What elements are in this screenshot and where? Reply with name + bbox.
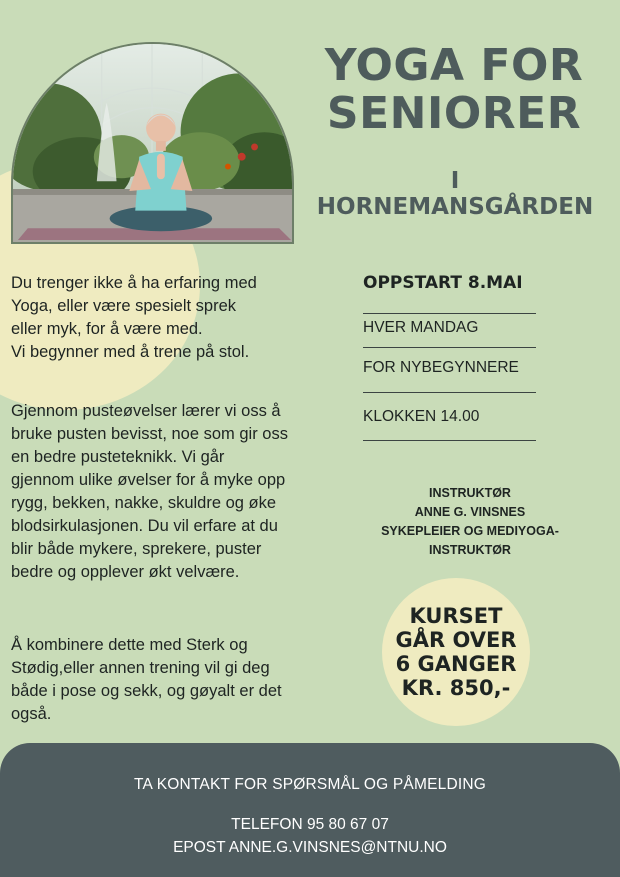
price-line: KURSET: [409, 604, 503, 628]
paragraph-line: bruke pusten bevisst, noe som gir oss: [11, 425, 288, 443]
paragraph-line: også.: [11, 705, 52, 723]
price-line: KR. 850,-: [401, 676, 511, 700]
paragraph-line: bedre og opplever økt velvære.: [11, 563, 240, 581]
divider: [363, 347, 536, 348]
paragraph-line: en bedre pusteteknikk. Vi går: [11, 448, 225, 466]
paragraph-line: Du trenger ikke å ha erfaring med: [11, 274, 257, 292]
divider: [363, 392, 536, 393]
paragraph-line: både i pose og sekk, og gøyalt er det: [11, 682, 282, 700]
paragraph-line: blir både mykere, sprekere, puster: [11, 540, 262, 558]
paragraph-line: Stødig,eller annen trening vil gi deg: [11, 659, 270, 677]
paragraph-line: Å kombinere dette med Sterk og: [11, 636, 248, 654]
price-line: GÅR OVER: [395, 628, 517, 652]
weekday-info: HVER MANDAG: [363, 319, 479, 336]
contact-phone: TELEFON 95 80 67 07: [231, 816, 389, 833]
description-paragraph: [11, 400, 351, 584]
paragraph-line: rygg, bekken, nakke, skuldre og øke: [11, 494, 277, 512]
paragraph-line: gjennom ulike øvelser for å myke opp: [11, 471, 286, 489]
title-line-1: YOGA FOR: [324, 40, 584, 91]
paragraph-line: eller myk, for å være med.: [11, 320, 203, 338]
level-info: FOR NYBEGYNNERE: [363, 359, 519, 376]
paragraph-line: Yoga, eller være spesielt sprek: [11, 297, 237, 315]
instructor-heading: INSTRUKTØR: [429, 486, 511, 500]
paragraph-line: Vi begynner med å trene på stol.: [11, 343, 250, 361]
subtitle-line-2: HORNEMANSGÅRDEN: [316, 194, 594, 220]
price-info: [382, 604, 530, 700]
paragraph-line: blodsirkulasjonen. Du vil erfare at du: [11, 517, 278, 535]
instructor-name: ANNE G. VINSNES: [414, 505, 526, 519]
time-info: KLOKKEN 14.00: [363, 408, 480, 425]
start-date: OPPSTART 8.MAI: [363, 273, 523, 293]
meditating-woman-illustration: [13, 44, 292, 242]
yoga-photo: [11, 42, 294, 244]
instructor-block: [360, 484, 580, 560]
subtitle-line-1: I: [450, 168, 460, 194]
page-title: [304, 42, 604, 138]
contact-email: EPOST ANNE.G.VINSNES@NTNU.NO: [173, 839, 447, 856]
divider: [363, 313, 536, 314]
intro-paragraph: [11, 272, 313, 364]
divider: [363, 440, 536, 441]
contact-call-to-action: TA KONTAKT FOR SPØRSMÅL OG PÅMELDING: [134, 776, 486, 793]
title-line-2: SENIORER: [326, 88, 582, 139]
price-line: 6 GANGER: [395, 652, 517, 676]
paragraph-line: Gjennom pusteøvelser lærer vi oss å: [11, 402, 281, 420]
instructor-role: INSTRUKTØR: [429, 543, 511, 557]
instructor-role: SYKEPLEIER OG MEDIYOGA-: [381, 524, 559, 538]
location-subtitle: [300, 168, 610, 220]
combination-paragraph: [11, 634, 351, 726]
contact-footer: [0, 743, 620, 877]
